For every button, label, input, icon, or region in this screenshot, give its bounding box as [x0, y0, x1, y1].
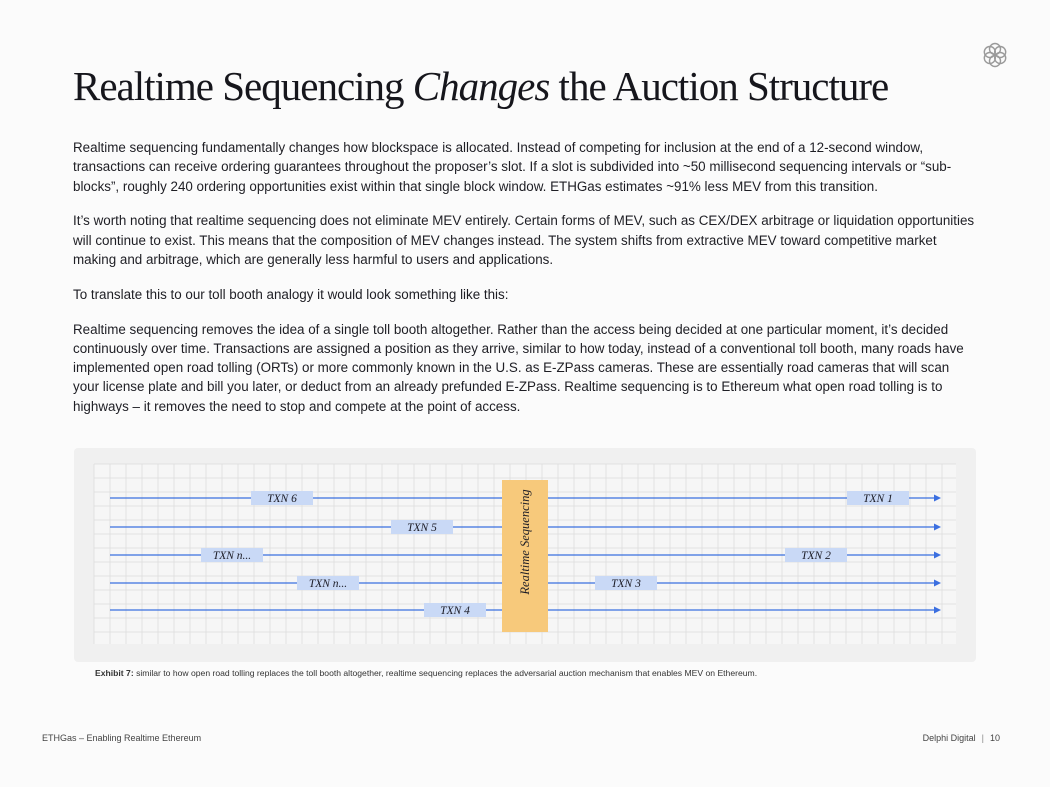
caption-text: similar to how open road tolling replaces the toll booth altogether, realtime sequencing replaces the adversarial auction mechanism that enables MEV on Ethereum.	[133, 668, 758, 678]
txn-box-label: TXN 3	[611, 578, 641, 590]
sequencing-diagram	[74, 448, 976, 662]
txn-box-label: TXN 1	[863, 493, 893, 505]
band-label: Realtime Sequencing	[518, 489, 532, 595]
title-italic-word: Changes	[412, 63, 550, 109]
footer-doc-title: ETHGas – Enabling Realtime Ethereum	[42, 733, 202, 743]
footer-brand: Delphi Digital	[922, 733, 976, 743]
txn-box	[847, 491, 909, 505]
txn-box	[424, 603, 486, 617]
txn-box	[785, 548, 847, 562]
txn-box-label: TXN 5	[407, 522, 437, 534]
body-text	[73, 138, 978, 432]
txn-box	[251, 491, 313, 505]
txn-box-label: TXN 2	[801, 550, 831, 562]
paragraph-2: It’s worth noting that realtime sequencing does not eliminate MEV entirely. Certain forms of MEV, such as CEX/DEX arbitrage or liquidation opportunities will continue to exist. This means that the composition of MEV changes instead. The system shifts from extractive MEV toward competitive market making and arbitrage, which are generally less harmful to users and applications.	[73, 213, 975, 267]
page-number: 10	[989, 733, 1000, 743]
txn-box-label: TXN n...	[212, 550, 252, 562]
txn-box	[595, 576, 657, 590]
txn-box-label: TXN n...	[308, 578, 348, 590]
footer-brand-page	[923, 733, 1000, 743]
title-part-2: the Auction Structure	[549, 63, 889, 109]
paragraph-4: Realtime sequencing removes the idea of a single toll booth altogether. Rather than the access being decided at one particular moment, it’s decided continuously over time. Transactions are assigned a position as they arrive, similar to how today, instead of a conventional toll booth, many roads have implemented open road tolling (ORTs) or more commonly known in the U.S. as E-ZPass cameras. These are essentially road cameras that will scan your license plate and bill you later, or deduct from an already prefunded E-ZPass. Realtime sequencing is to Ethereum what open road tolling is to highways – it removes the need to stop and compete at the point of access.	[73, 321, 964, 414]
delphi-logo-icon	[980, 40, 1010, 70]
diagram-canvas	[74, 448, 976, 662]
footer-separator: |	[981, 733, 984, 743]
txn-box	[201, 548, 263, 562]
caption-label: Exhibit 7:	[95, 668, 134, 678]
sequencing-band-group	[502, 480, 548, 632]
txn-box	[297, 576, 359, 590]
txn-box	[391, 520, 453, 534]
txn-box-label: TXN 6	[267, 493, 297, 505]
exhibit-caption	[95, 668, 757, 678]
paragraph-3: To translate this to our toll booth analogy it would look something like this:	[73, 286, 509, 302]
title-part-1: Realtime Sequencing	[73, 63, 413, 109]
txn-box-label: TXN 4	[440, 605, 470, 617]
paragraph-1: Realtime sequencing fundamentally changes how blockspace is allocated. Instead of competing for inclusion at the end of a 12-second window, transactions can receive ordering guarantees throughout the proposer’s slot. If a slot is subdivided into ~50 millisecond sequencing intervals or “sub-blocks”, roughly 240 ordering opportunities exist within that single block window. ETHGas estimates ~91% less MEV from this transition.	[73, 140, 952, 194]
page-title	[73, 62, 888, 110]
